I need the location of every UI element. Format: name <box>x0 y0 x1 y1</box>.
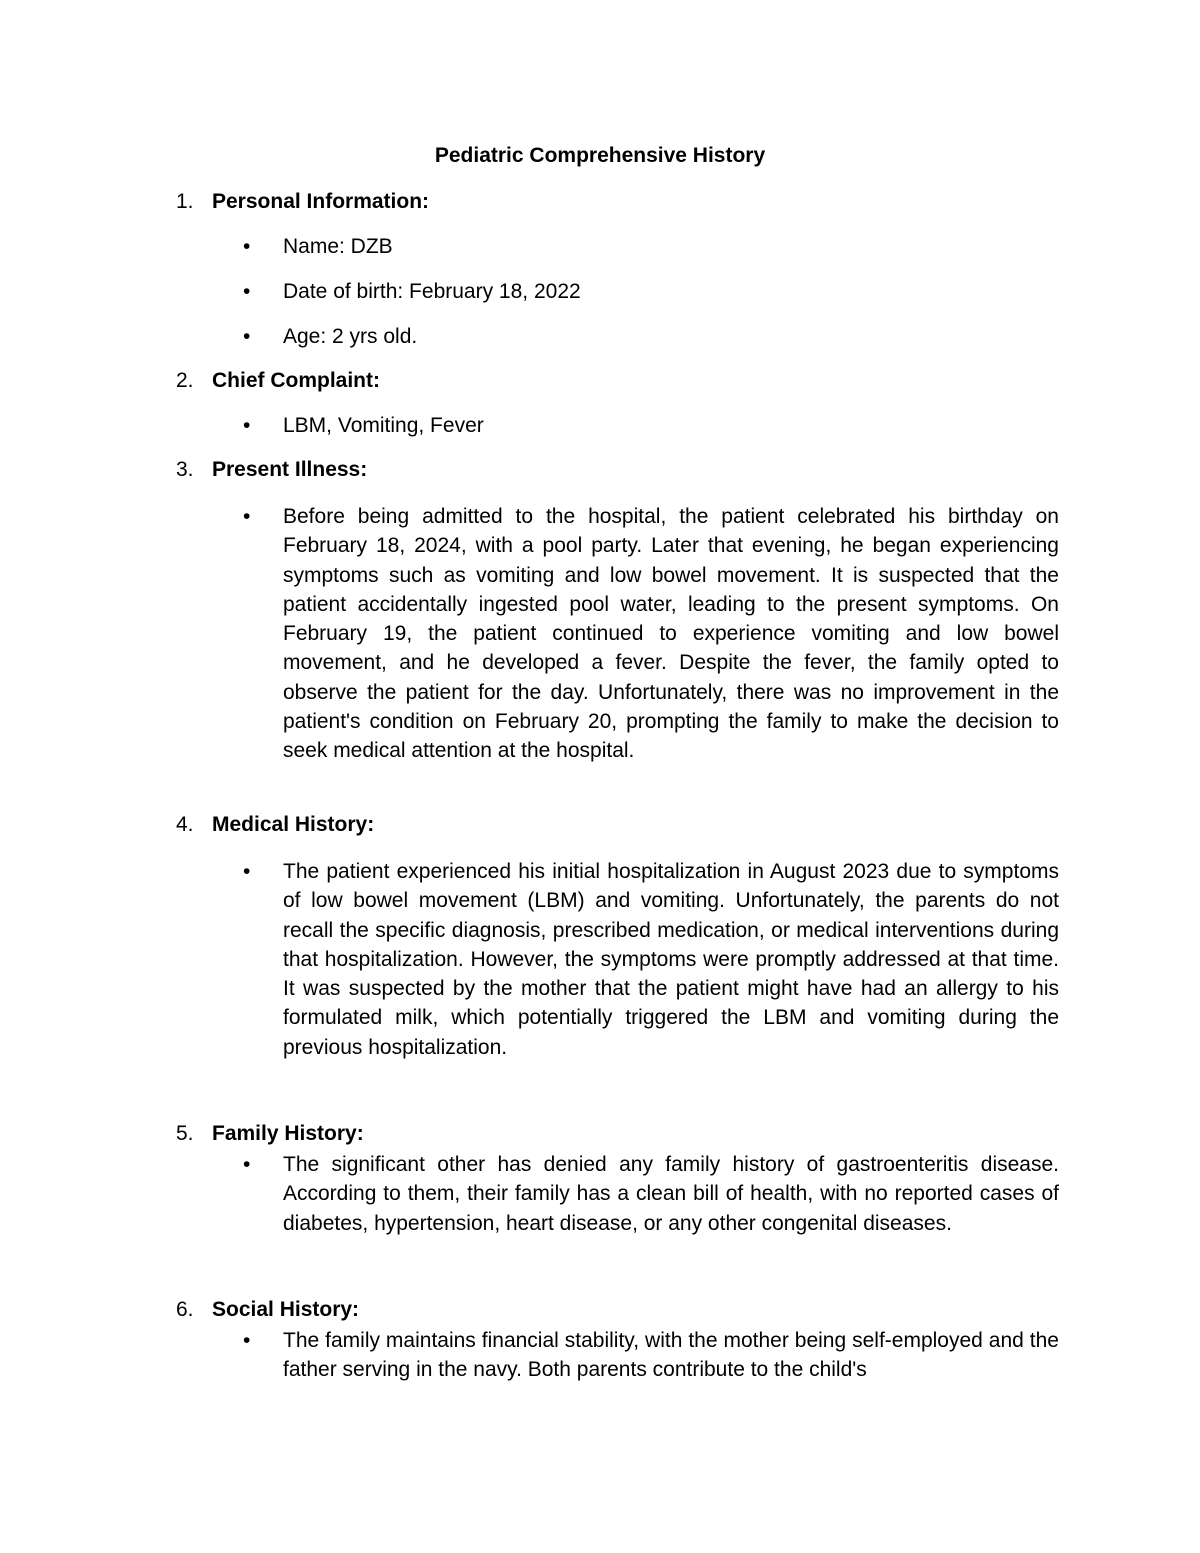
list-item <box>243 857 1059 1062</box>
list-item <box>243 502 1059 766</box>
section-label: Family History: <box>212 1122 364 1145</box>
document-title: Pediatric Comprehensive History <box>434 144 766 167</box>
list-item <box>243 411 1059 440</box>
section-number: 6. <box>176 1298 194 1321</box>
section-label: Medical History: <box>212 813 375 836</box>
list-item-text: The significant other has denied any family history of gastroenteritis disease. According to them, their family has a clean bill of health, with no reported cases of diabetes, hypertension, heart disease, or any other congenital diseases. <box>283 1153 1059 1235</box>
section-label: Social History: <box>212 1298 360 1321</box>
section-heading-social-history <box>176 1296 359 1324</box>
list-item-text: The patient experienced his initial hospitalization in August 2023 due to symptoms of low bowel movement (LBM) and vomiting. Unfortunately, the parents do not recall the specific diagnosis, prescribed medication, or medical interventions during that hospitalization. However, the symptoms were promptly addressed at that time. It was suspected by the mother that the patient might have had an allergy to his formulated milk, which potentially triggered the LBM and vomiting during the previous hospitalization. <box>283 860 1059 1059</box>
section-label: Chief Complaint: <box>212 369 380 392</box>
section-number: 1. <box>176 190 194 213</box>
list-item <box>243 277 1059 306</box>
section-number: 3. <box>176 458 194 481</box>
list-item-text: Before being admitted to the hospital, the patient celebrated his birthday on February 18, 2024, with a pool party. Later that evening, he began experiencing symptoms such as vomiting and low bowel movement. It is suspected that the patient accidentally ingested pool water, leading to the present symptoms. On February 19, the patient continued to experience vomiting and low bowel movement, and he developed a fever. Despite the fever, the family opted to observe the patient for the day. Unfortunately, there was no improvement in the patient's condition on February 20, prompting the family to make the decision to seek medical attention at the hospital. <box>283 505 1059 763</box>
list-item <box>243 322 1059 351</box>
list-item-text: Name: DZB <box>283 235 393 258</box>
section-heading-personal-information <box>176 188 429 216</box>
section-heading-chief-complaint <box>176 367 380 395</box>
section-number: 5. <box>176 1122 194 1145</box>
list-item-text: Age: 2 yrs old. <box>283 325 418 348</box>
list-item <box>243 232 1059 261</box>
bullet-dot-icon: • <box>243 235 251 258</box>
section-heading-family-history <box>176 1120 364 1148</box>
bullet-dot-icon: • <box>243 1153 251 1176</box>
section-heading-medical-history <box>176 811 374 839</box>
section-label: Personal Information: <box>212 190 430 213</box>
list-item <box>243 1326 1059 1385</box>
bullet-dot-icon: • <box>243 325 251 348</box>
section-heading-present-illness <box>176 456 367 484</box>
bullet-dot-icon: • <box>243 505 251 528</box>
list-item-text: The family maintains financial stability, with the mother being self-employed and the father serving in the navy. Both parents contribute to the child's <box>283 1329 1059 1382</box>
bullet-dot-icon: • <box>243 860 251 883</box>
bullet-dot-icon: • <box>243 1329 251 1352</box>
bullet-dot-icon: • <box>243 414 251 437</box>
bullet-dot-icon: • <box>243 280 251 303</box>
section-label: Present Illness: <box>212 458 368 481</box>
list-item-text: Date of birth: February 18, 2022 <box>283 280 581 303</box>
section-number: 2. <box>176 369 194 392</box>
section-number: 4. <box>176 813 194 836</box>
list-item-text: LBM, Vomiting, Fever <box>283 414 484 437</box>
list-item <box>243 1150 1059 1238</box>
